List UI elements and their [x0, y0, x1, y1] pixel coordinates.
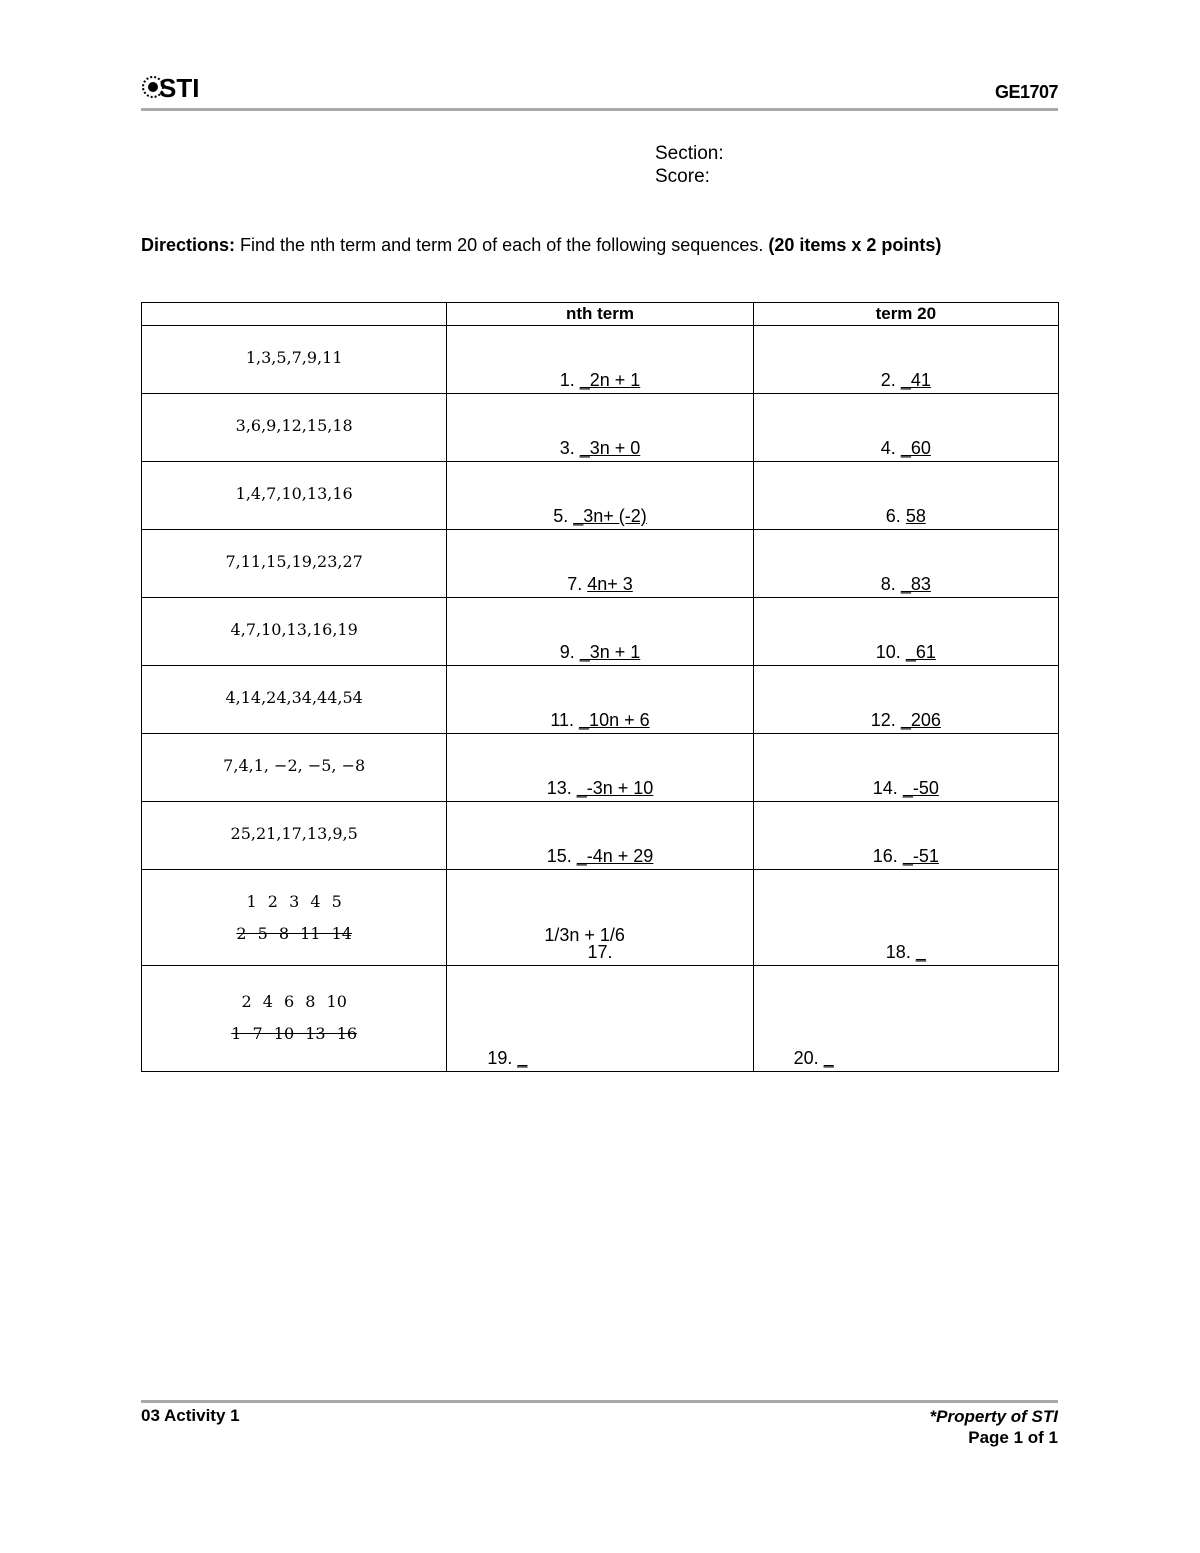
table-row: [142, 394, 1059, 462]
nth-formula: 1/3n + 1/6: [544, 925, 625, 945]
svg-text:STI: STI: [159, 73, 200, 102]
footer-right: [930, 1406, 1058, 1448]
table-header-row: [142, 303, 1059, 326]
header-nth-term: nth term: [447, 303, 753, 326]
term20-answer: 10. _61: [875, 642, 936, 662]
fraction-denominators: 2 5 8 11 14: [236, 924, 352, 943]
sequence-cell: 25,21,17,13,9,5: [230, 824, 358, 843]
sequence-cell: 1,3,5,7,9,11: [245, 348, 343, 367]
term20-answer: 18. _: [885, 942, 926, 962]
header-divider: [141, 108, 1058, 111]
directions-points: (20 items x 2 points): [768, 235, 942, 255]
header-sequence: [142, 303, 447, 326]
term20-answer: 16. _-51: [872, 846, 939, 866]
table-row: [142, 802, 1059, 870]
info-block: [655, 142, 724, 188]
table-row: [142, 870, 1059, 966]
sequence-cell: 4,7,10,13,16,19: [230, 620, 358, 639]
fraction-denominators: 1 7 10 13 16: [231, 1024, 358, 1043]
activity-label: 03 Activity 1: [141, 1406, 240, 1425]
footer-divider: [141, 1400, 1058, 1403]
nth-answer: 7. 4n+ 3: [567, 574, 633, 594]
score-label: Score:: [655, 166, 710, 187]
sequence-table: [141, 302, 1059, 1072]
term20-answer: 6. 58: [885, 506, 926, 526]
term20-answer: 14. _-50: [872, 778, 939, 798]
nth-answer: 11. _10n + 6: [550, 710, 650, 730]
nth-answer: 9. _3n + 1: [559, 642, 641, 662]
directions-label: Directions:: [141, 235, 236, 255]
header-term-20: term 20: [753, 303, 1058, 326]
nth-answer: 5. _3n+ (-2): [553, 506, 647, 526]
table-row: [142, 666, 1059, 734]
sequence-cell: 7,4,1, −2, −5, −8: [223, 756, 366, 775]
page-number: Page 1 of 1: [968, 1428, 1058, 1447]
nth-answer: 3. _3n + 0: [559, 438, 641, 458]
property-label: *Property of STI: [929, 1407, 1058, 1426]
term20-answer: 20. _: [793, 1048, 834, 1068]
fraction-numerators: 2 4 6 8 10: [241, 992, 347, 1011]
table-row: [142, 530, 1059, 598]
sti-logo: [141, 72, 211, 102]
table-row: [142, 462, 1059, 530]
page-header: [141, 70, 1058, 110]
nth-answer: 15. _-4n + 29: [546, 846, 654, 866]
section-label: Section:: [655, 143, 724, 164]
directions: [141, 235, 941, 256]
sequence-cell: 3,6,9,12,15,18: [235, 416, 353, 435]
nth-answer: 17.: [587, 942, 613, 962]
sequence-cell: [142, 966, 446, 1071]
nth-answer: 19. _: [487, 1048, 528, 1068]
term20-answer: 8. _83: [880, 574, 931, 594]
sequence-cell: 1,4,7,10,13,16: [235, 484, 353, 503]
nth-answer: 13. _-3n + 10: [546, 778, 654, 798]
term20-answer: 12. _206: [870, 710, 941, 730]
table-row: [142, 598, 1059, 666]
sequence-cell: [142, 870, 446, 965]
term20-answer: 2. _41: [880, 370, 931, 390]
course-code: GE1707: [994, 82, 1058, 102]
sequence-cell: 7,11,15,19,23,27: [225, 552, 363, 571]
term20-answer: 4. _60: [880, 438, 931, 458]
table-row: [142, 966, 1059, 1072]
fraction-numerators: 1 2 3 4 5: [246, 892, 342, 911]
directions-text: Find the nth term and term 20 of each of the following sequences.: [235, 235, 769, 255]
table-row: [142, 734, 1059, 802]
sequence-cell: 4,14,24,34,44,54: [225, 688, 363, 707]
nth-answer: 1. _2n + 1: [559, 370, 641, 390]
table-row: [142, 326, 1059, 394]
